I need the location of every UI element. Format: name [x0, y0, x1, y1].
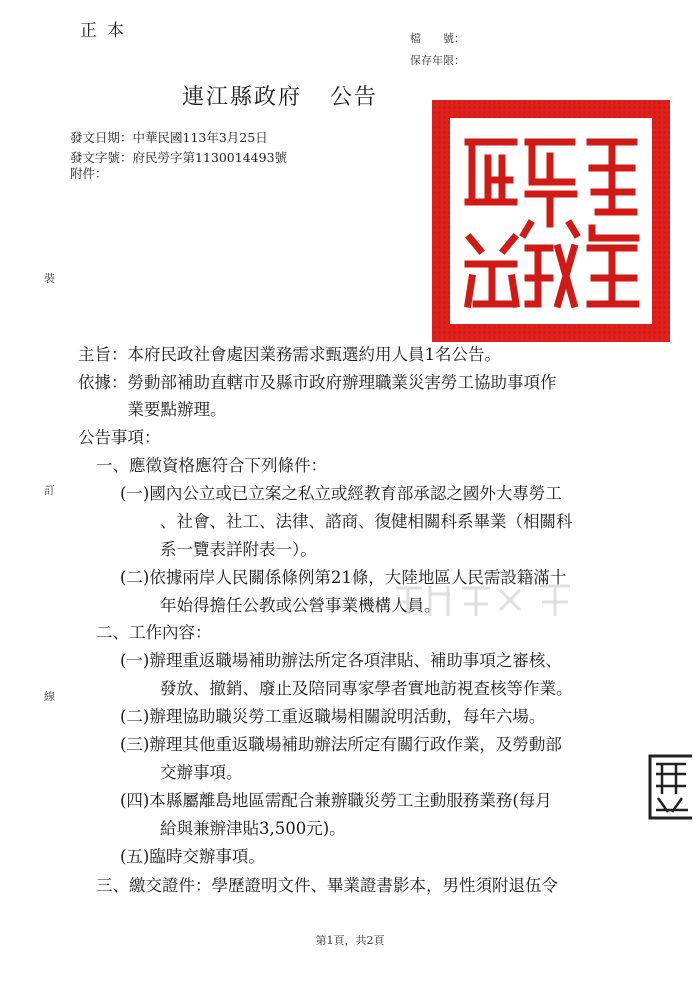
section-heading: 三、繳交證件：學歷證明文件、畢業證書影本，男性須附退伍令: [96, 876, 558, 895]
basis-line: 依據：勞動部補助直轄市及縣市政府辦理職業災害勞工協助事項作: [78, 373, 557, 392]
page-number: 第1頁，共2頁: [315, 934, 385, 947]
attachment-label: 附件：: [70, 166, 108, 181]
list-item-continued: 、社會、社工、法律、諮商、復健相關科系畢業（相關科: [160, 512, 573, 531]
bleed-through-seal-icon: [390, 580, 580, 620]
document-reference-number: 發文字號：府民勞字第1130014493號: [70, 150, 288, 165]
list-item: (一)國內公立或已立案之私立或經教育部承認之國外大專勞工: [120, 484, 562, 503]
binding-mark-bottom: 線: [44, 690, 55, 703]
section-heading: 二、工作內容：: [96, 623, 212, 642]
subject-line: 主旨：本府民政社會處因業務需求甄選約用人員1名公告。: [78, 345, 501, 364]
binding-mark-middle: 訂: [44, 484, 55, 497]
list-item: (四)本縣屬離島地區需配合兼辦職災勞工主動服務業務(每月: [120, 791, 552, 810]
list-item: (五)臨時交辦事項。: [120, 847, 265, 866]
section-heading: 一、應徵資格應符合下列條件：: [96, 456, 327, 475]
list-item: (三)辦理其他重返職場補助辦法所定有關行政作業，及勞動部: [120, 735, 562, 754]
partial-stamp-icon: [646, 752, 692, 822]
document-body: [78, 0, 678, 990]
retention-period-label: 保存年限：: [410, 54, 465, 67]
binding-mark-top: 裝: [44, 272, 55, 285]
announcement-items-heading: 公告事項：: [78, 428, 161, 447]
document-type: 公告: [330, 85, 379, 110]
basis-line-continued: 業要點辦理。: [78, 400, 227, 419]
list-item-continued: 給與兼辦津貼3,500元)。: [160, 819, 346, 838]
archive-number-label: 檔 號：: [410, 32, 465, 45]
list-item-continued: 年始得擔任公教或公營事業機構人員。: [160, 596, 441, 615]
list-item-continued: 系一覽表詳附表一）。: [160, 540, 317, 559]
list-item: (一)辦理重返職場補助辦法所定各項津貼、補助事項之審核、: [120, 651, 562, 670]
list-item: (二)依據兩岸人民關係條例第21條，大陸地區人民需設籍滿十: [120, 568, 567, 587]
issuer-name: 連江縣政府: [181, 85, 302, 110]
issue-date: 發文日期：中華民國113年3月25日: [70, 130, 268, 145]
list-item-continued: 發放、撤銷、廢止及陪同專家學者實地訪視查核等作業。: [160, 679, 573, 698]
copy-mark: 正本: [80, 21, 134, 41]
list-item: (二)辦理協助職災勞工重返職場相關說明活動，每年六場。: [120, 707, 546, 726]
list-item-continued: 交辦事項。: [160, 763, 243, 782]
